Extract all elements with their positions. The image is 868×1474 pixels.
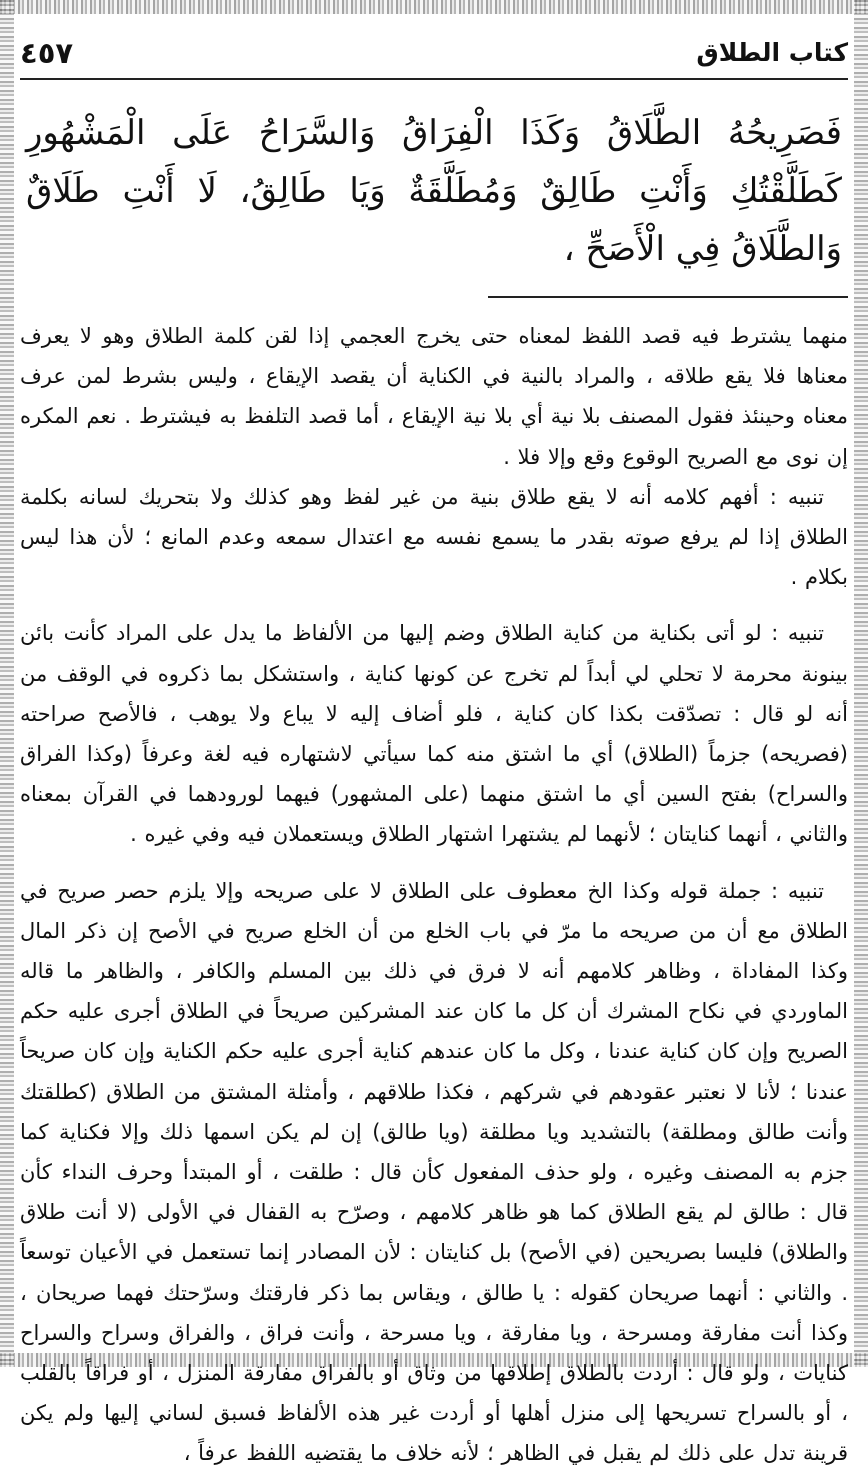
main-text-divider [488,296,848,298]
page-header [20,38,848,80]
commentary [20,316,848,1474]
commentary-paragraph-1: منهما يشترط فيه قصد اللفظ لمعناه حتى يخرج العجمي إذا لقن كلمة الطلاق وهو لا يعرف معناها فلا يقع طلاقه ، والمراد بالنية في الكناية أن يقصد الإيقاع ، وليس بشرط لمن عرف معناه وحينئذ فقول المصنف بلا نية أي بلا نية الإيقاع ، أما قصد التلفظ به فيشترط . نعم المكره إن نوى مع الصريح الوقوع وقع وإلا فلا . [20,324,848,469]
running-head: كتاب الطلاق [696,38,848,67]
commentary-paragraph-3: تنبيه : لو أتى بكناية من كناية الطلاق وضم إليها من الألفاظ ما يدل على المراد كأنت بائن بينونة محرمة لا تحلي لي أبداً لم تخرج عن كونها كناية ، واستشكل بما ذكروه في الوقف من أنه لو قال : تصدّقت بكذا كان كناية ، فلو أضاف إليه لا يباع ولا يوهب ، فالأصح صراحته (فصريحه) جزماً (الطلاق) أي ما اشتق منه كما سيأتي لاشتهاره فيه لغة وعرفاً (وكذا الفراق والسراح) بفتح السين أي ما اشتق منهما (على المشهور) فيهما لورودهما في القرآن بمعناه والثاني ، أنهما كنايتان ؛ لأنهما لم يشتهرا اشتهار الطلاق ويستعملان فيه وفي غيره . [20,621,848,847]
commentary-paragraph-2: تنبيه : أفهم كلامه أنه لا يقع طلاق بنية من غير لفظ وهو كذلك ولا بتحريك لسانه بكلمة الطلاق إذا لم يرفع صوته بقدر ما يسمع نفسه مع اعتدال سمعه وعدم المانع ؛ لأن هذا ليس بكلام . [20,484,848,590]
decorative-border-top [0,0,868,14]
decorative-border-left [0,0,14,1367]
commentary-paragraph-4: تنبيه : جملة قوله وكذا الخ معطوف على الطلاق لا على صريحه وإلا يلزم حصر صريح في الطلاق مع أن من صريحه ما مرّ في باب الخلع من أن الخلع صريح في الأصح إن ذكر المال وكذا المفاداة ، وظاهر كلامهم أنه لا فرق في ذلك بين المسلم والكافر ، والظاهر ما قاله الماوردي في نكاح المشرك أن كل ما كان عند المشركين صريحاً في الطلاق أجرى عليه حكم الصريح وإن كان كناية عندنا ، وكل ما كان عندهم كناية أجرى عليه حكم الكناية وإن كان صريحاً عندنا ؛ لأنا لا نعتبر عقودهم في شركهم ، فكذا طلاقهم ، وأمثلة المشتق من الطلاق (كطلقتك وأنت طالق ومطلقة) بالتشديد ويا مطلقة (ويا طالق) إن لم يكن اسمها ذلك وإلا فكناية كما جزم به المصنف وغيره ، ولو حذف المفعول كأن قال : طلقت ، أو المبتدأ وحرف النداء كأن قال : طالق لم يقع الطلاق كما هو ظاهر كلامهم ، وصرّح به القفال في الأولى (لا أنت طلاق والطلاق) فليسا بصريحين (في الأصح) بل كنايتان : لأن المصادر إنما تستعمل في الأعيان توسعاً . والثاني : أنهما صريحان كقوله : يا طالق ، ويقاس بما ذكر فارقتك وسرّحتك فهما صريحان ، وكذا أنت مفارقة ومسرحة ، ويا مفارقة ، ويا مسرحة ، وأنت فراق ، والفراق وسراح والسراح كنايات ، ولو قال : أردت بالطلاق إطلاقها من وثاق أو بالفراق مفارقة المنزل ، أو فراقاً بالقلب ، أو بالسراح تسريحها إلى منزل أهلها أو أردت غير هذه الألفاظ فسبق لساني إليها ولم يكن قرينة تدل على ذلك لم يقبل في الظاهر ؛ لأنه خلاف ما يقتضيه اللفظ عرفاً ، [20,878,848,1466]
decorative-border-right [854,0,868,1367]
book-page [20,36,848,1466]
main-text: فَصَرِيحُهُ الطَّلَاقُ وَكَذَا الْفِرَاقُ وَالسَّرَاحُ عَلَى الْمَشْهُورِ كَطَلَّقْتُكِ وَأَنْتِ طَالِقٌ وَمُطَلَّقَةٌ وَيَا طَالِقُ، لَا أَنْتِ طَلَاقٌ وَالطَّلَاقُ فِي الْأَصَحِّ ، [26,113,842,269]
page-number: ٤٥٧ [20,36,74,70]
